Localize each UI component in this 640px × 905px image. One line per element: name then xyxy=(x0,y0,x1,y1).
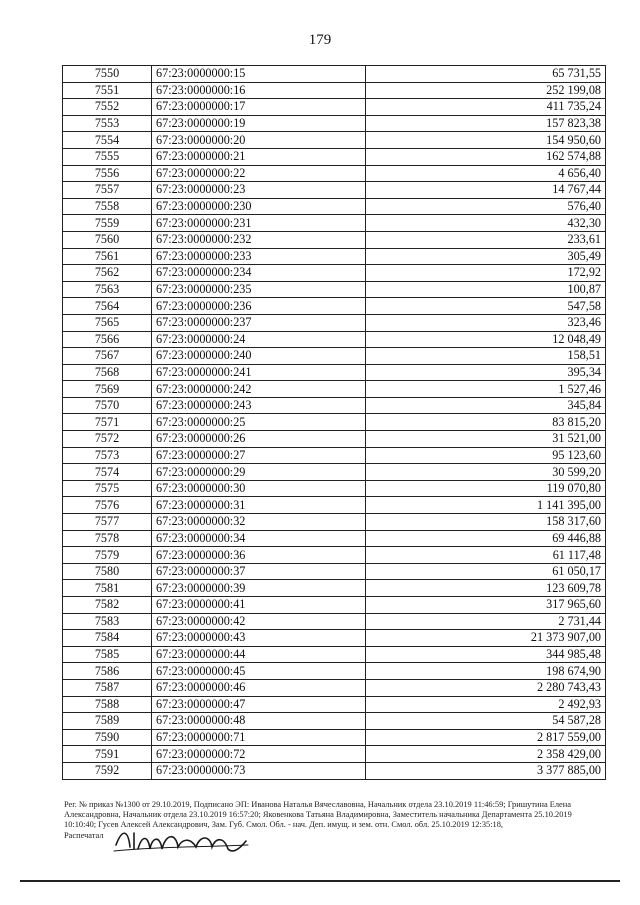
cadastral-value: 31 521,00 xyxy=(366,431,606,448)
cadastral-value: 2 492,93 xyxy=(366,696,606,713)
cadastral-value: 69 446,88 xyxy=(366,530,606,547)
row-number: 7551 xyxy=(63,82,152,99)
table-row xyxy=(63,165,606,182)
cadastral-value: 198 674,90 xyxy=(366,663,606,680)
cadastral-number: 67:23:0000000:71 xyxy=(152,729,366,746)
cadastral-number: 67:23:0000000:46 xyxy=(152,679,366,696)
cadastral-value: 154 950,60 xyxy=(366,132,606,149)
footer-line-1: Рег. № приказ №1300 от 29.10.2019, Подписано ЭП: Иванова Наталья Вячеславовна, Начальник отдела 23.10.2019 11:46:59; Гришутина Елена xyxy=(64,800,571,809)
cadastral-value: 119 070,80 xyxy=(366,480,606,497)
table-row xyxy=(63,547,606,564)
cadastral-value: 3 377 885,00 xyxy=(366,762,606,779)
table-row xyxy=(63,613,606,630)
row-number: 7586 xyxy=(63,663,152,680)
cadastral-value: 65 731,55 xyxy=(366,66,606,83)
cadastral-value: 233,61 xyxy=(366,231,606,248)
table-row xyxy=(63,762,606,779)
table-row xyxy=(63,514,606,531)
cadastral-number: 67:23:0000000:234 xyxy=(152,265,366,282)
row-number: 7555 xyxy=(63,148,152,165)
cadastral-value: 317 965,60 xyxy=(366,597,606,614)
row-number: 7589 xyxy=(63,713,152,730)
cadastral-number: 67:23:0000000:37 xyxy=(152,563,366,580)
cadastral-value: 123 609,78 xyxy=(366,580,606,597)
table-row xyxy=(63,115,606,132)
table-row xyxy=(63,497,606,514)
cadastral-number: 67:23:0000000:41 xyxy=(152,597,366,614)
row-number: 7554 xyxy=(63,132,152,149)
row-number: 7570 xyxy=(63,397,152,414)
cadastral-number: 67:23:0000000:32 xyxy=(152,514,366,531)
handwritten-signature xyxy=(112,825,252,855)
cadastral-number: 67:23:0000000:22 xyxy=(152,165,366,182)
row-number: 7584 xyxy=(63,630,152,647)
cadastral-value: 61 117,48 xyxy=(366,547,606,564)
row-number: 7562 xyxy=(63,265,152,282)
table-row xyxy=(63,99,606,116)
cadastral-value: 305,49 xyxy=(366,248,606,265)
cadastral-value: 1 141 395,00 xyxy=(366,497,606,514)
row-number: 7573 xyxy=(63,447,152,464)
table-row xyxy=(63,231,606,248)
table-row xyxy=(63,431,606,448)
cadastral-value: 2 280 743,43 xyxy=(366,679,606,696)
row-number: 7582 xyxy=(63,597,152,614)
table-row xyxy=(63,331,606,348)
table-row xyxy=(63,364,606,381)
cadastral-value: 2 731,44 xyxy=(366,613,606,630)
table-row xyxy=(63,148,606,165)
cadastral-number: 67:23:0000000:30 xyxy=(152,480,366,497)
row-number: 7569 xyxy=(63,381,152,398)
row-number: 7583 xyxy=(63,613,152,630)
table-row xyxy=(63,646,606,663)
row-number: 7574 xyxy=(63,464,152,481)
row-number: 7580 xyxy=(63,563,152,580)
table-row xyxy=(63,248,606,265)
table-row xyxy=(63,679,606,696)
table-row xyxy=(63,397,606,414)
cadastral-value: 21 373 907,00 xyxy=(366,630,606,647)
footer-line-2: Александровна, Начальник отдела 23.10.2019 16:57:20; Яковенкова Татьяна Владимировна, Заместитель начальника Департамента 25.10.2019 xyxy=(64,810,572,820)
cadastral-value: 345,84 xyxy=(366,397,606,414)
footer-line-3: 10:10:40; Гусев Алексей Александрович, Зам. Губ. Смол. Обл. - нач. Деп. имущ. и зем. отн. Смол. обл. 25.10.2019 12:35:18, xyxy=(64,820,503,830)
cadastral-value: 323,46 xyxy=(366,314,606,331)
row-number: 7591 xyxy=(63,746,152,763)
row-number: 7579 xyxy=(63,547,152,564)
row-number: 7588 xyxy=(63,696,152,713)
table-row xyxy=(63,696,606,713)
cadastral-value: 2 358 429,00 xyxy=(366,746,606,763)
table-row xyxy=(63,182,606,199)
cadastral-number: 67:23:0000000:27 xyxy=(152,447,366,464)
table-row xyxy=(63,480,606,497)
table-row xyxy=(63,198,606,215)
table-row xyxy=(63,298,606,315)
cadastral-value: 411 735,24 xyxy=(366,99,606,116)
cadastral-number: 67:23:0000000:24 xyxy=(152,331,366,348)
table-row xyxy=(63,381,606,398)
cadastral-number: 67:23:0000000:29 xyxy=(152,464,366,481)
cadastral-number: 67:23:0000000:232 xyxy=(152,231,366,248)
cadastral-number: 67:23:0000000:39 xyxy=(152,580,366,597)
table-row xyxy=(63,414,606,431)
cadastral-number: 67:23:0000000:241 xyxy=(152,364,366,381)
table-row xyxy=(63,530,606,547)
row-number: 7564 xyxy=(63,298,152,315)
cadastral-number: 67:23:0000000:47 xyxy=(152,696,366,713)
cadastral-number: 67:23:0000000:34 xyxy=(152,530,366,547)
cadastral-value: 54 587,28 xyxy=(366,713,606,730)
cadastral-value: 344 985,48 xyxy=(366,646,606,663)
row-number: 7563 xyxy=(63,281,152,298)
cadastral-value: 252 199,08 xyxy=(366,82,606,99)
cadastral-number: 67:23:0000000:44 xyxy=(152,646,366,663)
cadastral-number: 67:23:0000000:42 xyxy=(152,613,366,630)
row-number: 7553 xyxy=(63,115,152,132)
cadastral-number: 67:23:0000000:72 xyxy=(152,746,366,763)
cadastral-value: 30 599,20 xyxy=(366,464,606,481)
row-number: 7560 xyxy=(63,231,152,248)
row-number: 7577 xyxy=(63,514,152,531)
cadastral-value: 576,40 xyxy=(366,198,606,215)
row-number: 7581 xyxy=(63,580,152,597)
row-number: 7587 xyxy=(63,679,152,696)
row-number: 7567 xyxy=(63,348,152,365)
cadastral-number: 67:23:0000000:36 xyxy=(152,547,366,564)
cadastral-value: 158 317,60 xyxy=(366,514,606,531)
cadastral-number: 67:23:0000000:235 xyxy=(152,281,366,298)
row-number: 7558 xyxy=(63,198,152,215)
page-number: 179 xyxy=(308,32,332,48)
cadastral-number: 67:23:0000000:23 xyxy=(152,182,366,199)
cadastral-value-table xyxy=(62,65,606,780)
table-row xyxy=(63,464,606,481)
table-row xyxy=(63,597,606,614)
row-number: 7561 xyxy=(63,248,152,265)
table-row xyxy=(63,215,606,232)
row-number: 7590 xyxy=(63,729,152,746)
row-number: 7552 xyxy=(63,99,152,116)
table-body xyxy=(63,66,606,780)
table-row xyxy=(63,348,606,365)
cadastral-value: 61 050,17 xyxy=(366,563,606,580)
table-row xyxy=(63,66,606,83)
row-number: 7557 xyxy=(63,182,152,199)
cadastral-number: 67:23:0000000:243 xyxy=(152,397,366,414)
footer-line-4: Распечатал xyxy=(64,830,104,840)
table-row xyxy=(63,746,606,763)
cadastral-value: 157 823,38 xyxy=(366,115,606,132)
table-row xyxy=(63,663,606,680)
cadastral-value: 172,92 xyxy=(366,265,606,282)
row-number: 7556 xyxy=(63,165,152,182)
table-row xyxy=(63,630,606,647)
table-row xyxy=(63,563,606,580)
cadastral-number: 67:23:0000000:45 xyxy=(152,663,366,680)
cadastral-value: 100,87 xyxy=(366,281,606,298)
cadastral-value: 432,30 xyxy=(366,215,606,232)
cadastral-value: 162 574,88 xyxy=(366,148,606,165)
row-number: 7571 xyxy=(63,414,152,431)
row-number: 7566 xyxy=(63,331,152,348)
cadastral-number: 67:23:0000000:242 xyxy=(152,381,366,398)
cadastral-number: 67:23:0000000:43 xyxy=(152,630,366,647)
cadastral-number: 67:23:0000000:25 xyxy=(152,414,366,431)
row-number: 7578 xyxy=(63,530,152,547)
table-row xyxy=(63,82,606,99)
row-number: 7559 xyxy=(63,215,152,232)
cadastral-number: 67:23:0000000:26 xyxy=(152,431,366,448)
cadastral-value: 1 527,46 xyxy=(366,381,606,398)
cadastral-value: 547,58 xyxy=(366,298,606,315)
cadastral-value: 4 656,40 xyxy=(366,165,606,182)
cadastral-number: 67:23:0000000:73 xyxy=(152,762,366,779)
cadastral-value: 14 767,44 xyxy=(366,182,606,199)
table-row xyxy=(63,281,606,298)
cadastral-number: 67:23:0000000:16 xyxy=(152,82,366,99)
row-number: 7568 xyxy=(63,364,152,381)
table-row xyxy=(63,713,606,730)
cadastral-number: 67:23:0000000:236 xyxy=(152,298,366,315)
cadastral-value: 158,51 xyxy=(366,348,606,365)
cadastral-number: 67:23:0000000:240 xyxy=(152,348,366,365)
row-number: 7592 xyxy=(63,762,152,779)
cadastral-number: 67:23:0000000:233 xyxy=(152,248,366,265)
table-row xyxy=(63,580,606,597)
row-number: 7572 xyxy=(63,431,152,448)
bottom-rule xyxy=(20,880,620,882)
cadastral-number: 67:23:0000000:19 xyxy=(152,115,366,132)
table-row xyxy=(63,729,606,746)
cadastral-value: 12 048,49 xyxy=(366,331,606,348)
table-row xyxy=(63,314,606,331)
cadastral-value: 395,34 xyxy=(366,364,606,381)
table-row xyxy=(63,265,606,282)
row-number: 7575 xyxy=(63,480,152,497)
cadastral-number: 67:23:0000000:20 xyxy=(152,132,366,149)
row-number: 7576 xyxy=(63,497,152,514)
cadastral-number: 67:23:0000000:237 xyxy=(152,314,366,331)
cadastral-number: 67:23:0000000:21 xyxy=(152,148,366,165)
cadastral-value: 83 815,20 xyxy=(366,414,606,431)
row-number: 7565 xyxy=(63,314,152,331)
table-row xyxy=(63,132,606,149)
cadastral-number: 67:23:0000000:15 xyxy=(152,66,366,83)
row-number: 7550 xyxy=(63,66,152,83)
row-number: 7585 xyxy=(63,646,152,663)
cadastral-value: 95 123,60 xyxy=(366,447,606,464)
cadastral-number: 67:23:0000000:231 xyxy=(152,215,366,232)
table-row xyxy=(63,447,606,464)
cadastral-value: 2 817 559,00 xyxy=(366,729,606,746)
cadastral-number: 67:23:0000000:48 xyxy=(152,713,366,730)
cadastral-number: 67:23:0000000:230 xyxy=(152,198,366,215)
cadastral-number: 67:23:0000000:17 xyxy=(152,99,366,116)
cadastral-number: 67:23:0000000:31 xyxy=(152,497,366,514)
